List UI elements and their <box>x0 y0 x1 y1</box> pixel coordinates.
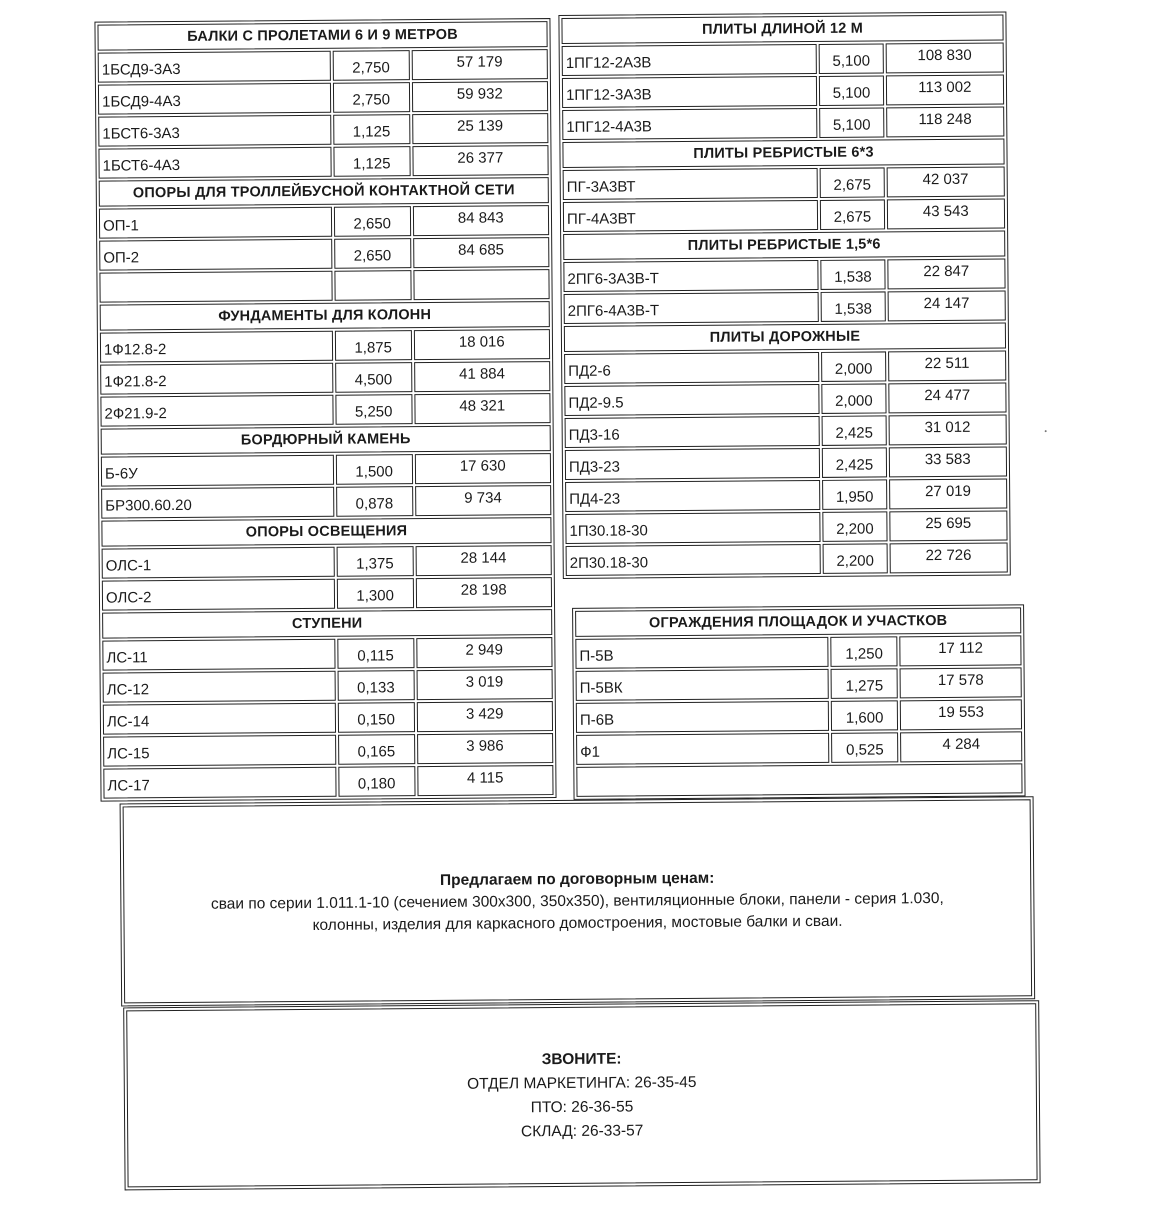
price-cell: 118 248 <box>886 106 1005 137</box>
section-title: ФУНДАМЕНТЫ ДЛЯ КОЛОНН <box>100 301 550 331</box>
product-name-cell: ЛС-17 <box>103 767 336 799</box>
volume-cell: 2,650 <box>334 238 411 269</box>
table-row <box>564 477 1008 512</box>
table-row <box>98 236 550 272</box>
table-row <box>97 80 549 116</box>
price-cell: 19 553 <box>900 699 1022 730</box>
price-cell: 26 377 <box>412 145 549 176</box>
price-cell: 57 179 <box>411 49 548 80</box>
table-row <box>564 445 1008 480</box>
price-cell: 113 002 <box>886 74 1005 105</box>
price-cell: 31 012 <box>888 414 1007 445</box>
price-cell: 3 019 <box>416 669 553 700</box>
table-row <box>575 666 1023 702</box>
product-name-cell: ПГ-4А3ВТ <box>563 200 819 232</box>
product-name-cell: ОЛС-2 <box>102 579 335 611</box>
product-name-cell <box>99 271 332 303</box>
volume-cell: 2,200 <box>823 543 888 574</box>
table-row <box>561 41 1005 76</box>
table-row <box>562 257 1006 292</box>
product-name-cell: 1ПГ12-4А3В <box>562 108 818 140</box>
price-cell: 17 112 <box>900 635 1022 666</box>
product-name-cell: БР300.60.20 <box>101 487 334 519</box>
offer-box <box>120 796 1036 1006</box>
product-name-cell: ПД2-9.5 <box>564 384 820 416</box>
table-row <box>563 289 1007 324</box>
volume-cell: 0,878 <box>336 486 413 517</box>
volume-cell: 5,100 <box>819 75 884 106</box>
table-row <box>99 360 551 396</box>
price-cell: 4 115 <box>417 765 554 796</box>
price-cell: 9 734 <box>415 485 552 516</box>
volume-cell: 0,525 <box>831 732 898 763</box>
price-cell: 17 578 <box>900 667 1022 698</box>
product-name-cell: 1БСТ6-4А3 <box>98 147 331 179</box>
product-name-cell: ПД2-6 <box>564 352 820 384</box>
volume-cell: 0,180 <box>338 766 415 797</box>
volume-cell: 1,500 <box>336 454 413 485</box>
section-title: ОПОРЫ ОСВЕЩЕНИЯ <box>101 517 551 547</box>
section-title: БАЛКИ С ПРОЛЕТАМИ 6 И 9 МЕТРОВ <box>97 21 547 51</box>
table-row <box>563 381 1007 416</box>
table-row <box>563 349 1007 384</box>
product-name-cell: 1ПГ12-3А3В <box>562 76 818 108</box>
price-cell: 24 147 <box>887 290 1006 321</box>
price-cell: 43 543 <box>887 198 1006 229</box>
table-row <box>575 698 1023 734</box>
table-row <box>100 452 552 488</box>
price-cell: 84 843 <box>412 205 549 236</box>
phone-marketing: ОТДЕЛ МАРКЕТИНГА: 26-35-45 <box>467 1073 697 1093</box>
section-title: ПЛИТЫ РЕБРИСТЫЕ 6*3 <box>562 138 1004 167</box>
price-cell: 22 511 <box>888 350 1007 381</box>
product-name-cell: 2Ф21.9-2 <box>100 395 333 427</box>
product-name-cell: ЛС-12 <box>103 671 336 703</box>
price-cell: 27 019 <box>889 478 1008 509</box>
product-name-cell: Ф1 <box>576 733 829 765</box>
table-row <box>565 541 1009 576</box>
product-name-cell: 1БСД9-3А3 <box>98 51 331 83</box>
product-name-cell: 1П30.18-30 <box>565 512 821 544</box>
volume-cell: 0,115 <box>337 638 414 669</box>
volume-cell: 2,200 <box>823 511 888 542</box>
price-cell: 18 016 <box>413 329 550 360</box>
volume-cell: 1,600 <box>831 700 898 731</box>
product-name-cell: П-5ВК <box>576 669 829 701</box>
contacts-box <box>123 1000 1040 1190</box>
price-cell: 28 198 <box>415 577 552 608</box>
product-name-cell: ОЛС-1 <box>102 547 335 579</box>
volume-cell: 5,100 <box>819 107 884 138</box>
product-name-cell: 2П30.18-30 <box>566 544 822 576</box>
scan-speck <box>1045 430 1047 432</box>
price-cell: 3 986 <box>417 733 554 764</box>
volume-cell: 1,275 <box>831 668 898 699</box>
table-row <box>98 204 550 240</box>
price-cell: 4 284 <box>900 731 1022 762</box>
table-row <box>98 268 550 304</box>
product-name-cell: ПГ-3А3ВТ <box>563 168 819 200</box>
price-cell: 28 144 <box>415 545 552 576</box>
table-row <box>564 413 1008 448</box>
product-name-cell: 2ПГ6-3А3В-Т <box>563 260 819 292</box>
product-name-cell: ОП-2 <box>99 239 332 271</box>
price-cell <box>413 269 550 300</box>
right-price-column <box>558 11 1010 579</box>
volume-cell: 1,300 <box>337 578 414 609</box>
price-cell: 25 139 <box>412 113 549 144</box>
price-cell: 59 932 <box>412 81 549 112</box>
volume-cell: 2,425 <box>822 447 887 478</box>
volume-cell: 1,950 <box>822 479 887 510</box>
price-cell: 24 477 <box>888 382 1007 413</box>
volume-cell: 2,000 <box>822 383 887 414</box>
table-row <box>102 668 554 704</box>
table-row <box>561 73 1005 108</box>
volume-cell: 1,125 <box>333 114 410 145</box>
price-cell: 48 321 <box>414 393 551 424</box>
price-cell: 33 583 <box>888 446 1007 477</box>
table-row <box>562 165 1006 200</box>
volume-cell: 2,750 <box>332 50 409 81</box>
offer-heading: Предлагаем по договорным ценам: <box>439 869 715 889</box>
product-name-cell: ОП-1 <box>99 207 332 239</box>
volume-cell: 2,000 <box>821 351 886 382</box>
product-name-cell: ПД3-23 <box>565 448 821 480</box>
volume-cell: 1,538 <box>821 291 886 322</box>
table-row <box>101 576 553 612</box>
volume-cell: 1,875 <box>335 330 412 361</box>
table-row <box>562 197 1006 232</box>
volume-cell: 1,375 <box>336 546 413 577</box>
volume-cell: 1,538 <box>821 259 886 290</box>
volume-cell: 4,500 <box>335 362 412 393</box>
volume-cell: 2,425 <box>822 415 887 446</box>
table-row <box>97 144 549 180</box>
table-row <box>100 484 552 520</box>
product-name-cell: 1Ф12.8-2 <box>100 331 333 363</box>
phone-pto: ПТО: 26-36-55 <box>530 1097 634 1116</box>
offer-text-line: колонны, изделия для каркасного домостроения, мостовые балки и сваи. <box>312 912 843 934</box>
volume-cell: 5,100 <box>819 43 884 74</box>
product-name-cell: 1Ф21.8-2 <box>100 363 333 395</box>
table-row <box>102 732 554 768</box>
table-row <box>99 328 551 364</box>
section-title: ОГРАЖДЕНИЯ ПЛОЩАДОК И УЧАСТКОВ <box>575 607 1021 637</box>
volume-cell: 2,675 <box>820 167 885 198</box>
volume-cell: 2,650 <box>334 206 411 237</box>
volume-cell: 1,250 <box>830 636 897 667</box>
table-row <box>97 48 549 84</box>
left-price-column <box>94 18 556 802</box>
volume-cell: 0,150 <box>338 702 415 733</box>
volume-cell: 0,165 <box>338 734 415 765</box>
phone-warehouse: СКЛАД: 26-33-57 <box>520 1121 644 1140</box>
price-cell: 22 726 <box>889 542 1008 573</box>
price-cell: 3 429 <box>416 701 553 732</box>
section-title: БОРДЮРНЫЙ КАМЕНЬ <box>101 425 551 455</box>
section-title: СТУПЕНИ <box>102 609 552 639</box>
volume-cell: 0,133 <box>337 670 414 701</box>
product-name-cell: ЛС-15 <box>103 735 336 767</box>
volume-cell <box>334 270 411 301</box>
table-row <box>102 700 554 736</box>
volume-cell: 2,675 <box>820 199 885 230</box>
table-row <box>564 509 1008 544</box>
product-name-cell: Б-6У <box>101 455 334 487</box>
price-cell: 41 884 <box>414 361 551 392</box>
product-name-cell: 1БСТ6-3А3 <box>98 115 331 147</box>
product-name-cell: 2ПГ6-4А3В-Т <box>564 292 820 324</box>
price-cell: 25 695 <box>889 510 1008 541</box>
volume-cell: 5,250 <box>335 394 412 425</box>
product-name-cell: ЛС-11 <box>102 639 335 671</box>
product-name-cell: П-5В <box>575 637 828 669</box>
price-cell: 42 037 <box>886 166 1005 197</box>
price-cell: 84 685 <box>413 237 550 268</box>
product-name-cell: ЛС-14 <box>103 703 336 735</box>
product-name-cell: 1ПГ12-2А3В <box>562 44 818 76</box>
contacts-heading: ЗВОНИТЕ: <box>541 1050 622 1068</box>
volume-cell: 2,750 <box>333 82 410 113</box>
table-row <box>97 112 549 148</box>
table-row <box>575 730 1023 766</box>
product-name-cell: ПД4-23 <box>565 480 821 512</box>
section-title: ПЛИТЫ РЕБРИСТЫЕ 1,5*6 <box>563 230 1005 259</box>
fences-table <box>572 604 1025 800</box>
product-name-cell: П-6В <box>576 701 829 733</box>
table-row <box>101 544 553 580</box>
price-cell: 17 630 <box>414 453 551 484</box>
product-name-cell: 1БСД9-4А3 <box>98 83 331 115</box>
section-title: ОПОРЫ ДЛЯ ТРОЛЛЕЙБУСНОЙ КОНТАКТНОЙ СЕТИ <box>99 177 549 207</box>
table-row <box>101 636 553 672</box>
empty-row <box>576 763 1022 797</box>
table-row <box>561 105 1005 140</box>
price-cell: 2 949 <box>416 637 553 668</box>
section-title: ПЛИТЫ ДОРОЖНЫЕ <box>564 322 1006 351</box>
product-name-cell: ПД3-16 <box>565 416 821 448</box>
table-row <box>574 634 1022 670</box>
price-cell: 22 847 <box>887 258 1006 289</box>
price-cell: 108 830 <box>885 42 1004 73</box>
volume-cell: 1,125 <box>333 146 410 177</box>
table-row <box>102 764 554 800</box>
section-title: ПЛИТЫ ДЛИНОЙ 12 М <box>561 14 1003 43</box>
offer-text-line: сваи по серии 1.011.1-10 (сечением 300х300, 350х350), вентиляционные блоки, панели - серия 1.030, <box>210 889 944 913</box>
table-row <box>99 392 551 428</box>
